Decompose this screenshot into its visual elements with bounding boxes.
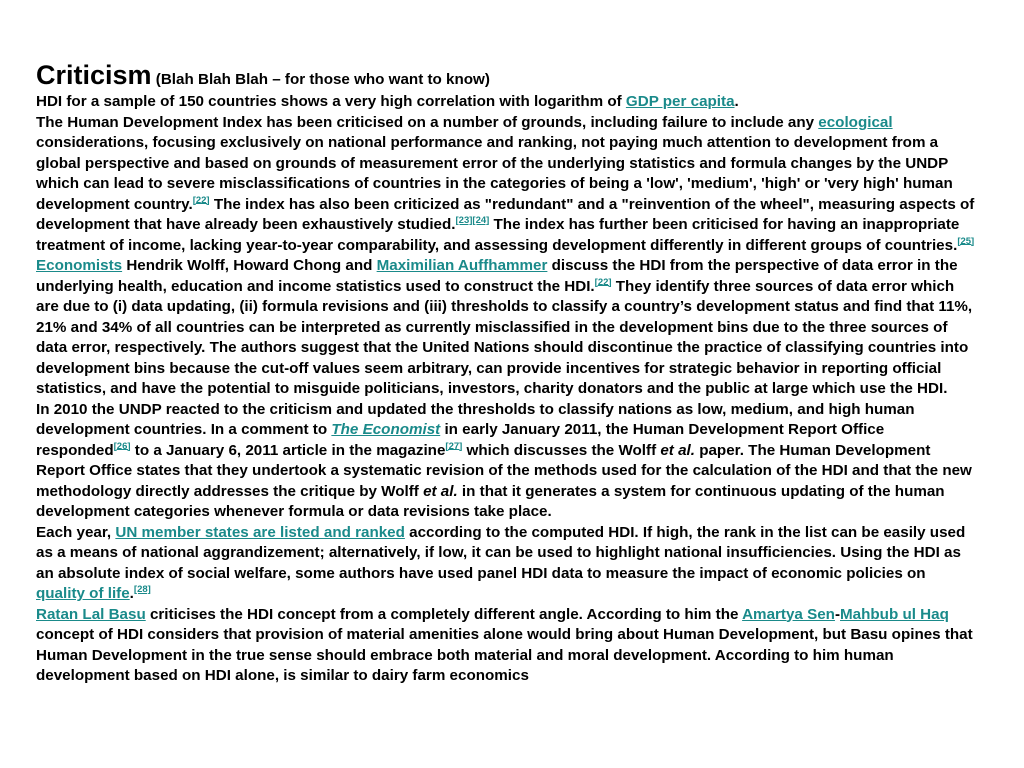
link-ratan-lal-basu[interactable]: Ratan Lal Basu <box>36 605 146 623</box>
text-run-italic: et al. <box>660 441 695 459</box>
citation-link-23[interactable]: [23] <box>455 214 473 226</box>
text-run: Each year, <box>36 523 116 541</box>
text-run: according to the computed HDI. If high, the rank in the list can be easily used as a means of national aggrandizement; alternatively, if low, it can be used to highlight national insufficiencies. Using the HDI as an absolute index of social welfare, some authors have used panel HDI data to measure the impact of economic policies on <box>36 523 966 582</box>
text-run: in early January 2011, the Human Development Report Office responded <box>36 421 885 459</box>
link-mahbub-ul-haq[interactable]: Mahbub ul Haq <box>840 605 949 623</box>
link-economists[interactable]: Economists <box>36 257 123 274</box>
citation-25 <box>957 235 974 246</box>
text-run: . <box>734 93 739 110</box>
text-run: in that it generates a system for continuous updating of the human development categories whenever formula or data revisions take place. <box>36 482 945 520</box>
citation-link-28[interactable]: [28] <box>133 583 151 595</box>
citation-link-24[interactable]: [24] <box>472 214 490 226</box>
link-gdp-per-capita[interactable]: GDP per capita <box>625 93 735 110</box>
citation-link-22[interactable]: [22] <box>594 276 612 288</box>
citation-link-27[interactable]: [27] <box>445 440 463 452</box>
citation-23-24 <box>456 215 490 226</box>
text-run: In 2010 the UNDP reacted to the criticism and updated the thresholds to classify nations as low, medium, and high human development countries. In a comment to <box>36 400 915 438</box>
text-run: criticises the HDI concept from a completely different angle. According to him the <box>145 605 743 623</box>
article-body <box>36 58 976 687</box>
text-run: Hendrik Wolff, Howard Chong and <box>122 257 377 274</box>
text-run: . <box>129 585 134 602</box>
citation-link-22[interactable]: [22] <box>192 194 210 206</box>
citation-22 <box>193 194 210 205</box>
link-ecological[interactable]: ecological <box>818 113 893 131</box>
paragraph-undp-reaction <box>36 400 976 523</box>
text-run: - <box>834 605 841 623</box>
text-run: HDI for a sample of 150 countries shows a very high correlation with logarithm of <box>36 93 626 110</box>
citation-22 <box>595 276 612 287</box>
link-the-economist[interactable]: The Economist <box>331 421 441 438</box>
page-subtitle: (Blah Blah Blah – for those who want to know) <box>155 71 490 88</box>
citation-28 <box>134 584 151 595</box>
link-amartya-sen[interactable]: Amartya Sen <box>742 605 835 623</box>
text-run: They identify three sources of data error which are due to (i) data updating, (ii) formula revisions and (iii) thresholds to classify a country’s development status and find that 11%, 21% and 34% of all countries can be interpreted as currently misclassified in the development bins due to the three sources of data error, respectively. The authors suggest that the United Nations should discontinue the practice of classifying countries into development bins because the cut-off values seem arbitrary, can provide incentives for strategic behavior in reporting official statistics, and have the potential to misguide politicians, investors, charity donators and the public at large which use the HDI. <box>36 277 973 397</box>
text-run: The index has further been criticised for having an inappropriate treatment of income, lacking year-to-year comparability, and assessing development differently in different groups of countries. <box>36 216 960 254</box>
text-run: concept of HDI considers that provision of material amenities alone would bring about Human Development, but Basu opines that Human Development in the true sense should embrace both material and moral development. According to him human development based on HDI alone, is similar to dairy farm economics <box>36 626 973 684</box>
text-run: which discusses the Wolff <box>462 441 661 459</box>
text-run: The index has also been criticized as "redundant" and a "reinvention of the wheel", measuring aspects of development that have already been exhaustively studied. <box>36 195 975 233</box>
paragraph-economists <box>36 256 976 400</box>
heading <box>36 58 976 92</box>
citation-27 <box>445 440 462 451</box>
link-quality-of-life[interactable]: quality of life <box>36 585 130 602</box>
paragraph-basu <box>36 605 976 687</box>
text-run: paper. The Human Development Report Office states that they undertook a systematic revision of the methods used for the calculation of the HDI and that the new methodology directly addresses the critique by Wolff <box>36 441 972 500</box>
citation-link-26[interactable]: [26] <box>113 440 131 452</box>
text-run-italic: et al. <box>423 482 458 500</box>
paragraph-hdi-correlation <box>36 92 976 113</box>
link-maximilian-auffhammer[interactable]: Maximilian Auffhammer <box>376 257 548 274</box>
citation-link-25[interactable]: [25] <box>957 235 975 247</box>
page-title: Criticism <box>36 60 152 90</box>
text-run: considerations, focusing exclusively on national performance and ranking, not paying much attention to development from a global perspective and based on grounds of measurement error of the underlying statistics and formula changes by the UNDP which can lead to severe misclassifications of countries in the categories of being a 'low', 'medium', 'high' or 'very high' human development country. <box>36 134 953 213</box>
text-run: The Human Development Index has been criticised on a number of grounds, including failure to include any <box>36 113 819 131</box>
citation-26 <box>114 440 131 451</box>
text-run: to a January 6, 2011 article in the magazine <box>130 441 446 459</box>
link-un-member-states[interactable]: UN member states are listed and ranked <box>115 523 405 541</box>
text-run: discuss the HDI from the perspective of data error in the underlying health, education and income statistics used to construct the HDI. <box>36 257 958 295</box>
paragraph-criticism-grounds <box>36 113 976 257</box>
paragraph-ranking <box>36 523 976 605</box>
